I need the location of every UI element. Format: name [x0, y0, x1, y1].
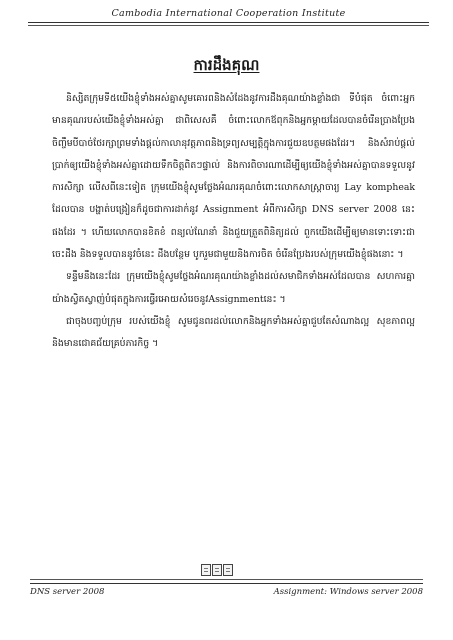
page-footer	[30, 583, 423, 597]
footer-left-label: DNS server 2008	[30, 587, 105, 597]
header-institute-name: Cambodia International Cooperation Institute	[111, 8, 346, 19]
page-header	[28, 8, 429, 23]
document-body	[52, 88, 415, 356]
book-page-icon	[223, 564, 233, 576]
paragraph-acknowledgement: និស្សិតក្រុមទី៥យើងខ្ញុំទាំងអស់គ្នាសូមគោរពនិងសំដែងនូវការដឹងគុណយ៉ាងខ្លាំងជា ទីបំផុត ចំពោះអ្នកមានគុណរបស់យើងខ្ញុំទាំងអស់គ្នា ជាពិសេសគឺ ចំពោះលោកឪពុកនិងអ្នកម្ដាយដែលបានចំរើនប្រាងប្រែងចិញ្ចឹមបីបាច់ថែរក្សាព្រមទាំងផ្ដល់កាលានុវត្តភាពនិងទ្រព្យសម្បត្តិក្នុងការជួយឧបត្ថមផងដែរ។ និងសំរាប់ផ្ដល់ប្រាក់ឲ្យយើងខ្ញុំទាំងអស់គ្នាដោយទឹកចិត្តពិតៗផ្ទាល់ និងការពិចារណាដើម្បីឲ្យយើងខ្ញុំទាំងអស់គ្នាបានទទួលនូវ ការសិក្សា លើសពីនេះទៀត ក្រុមយើងខ្ញុំសូមថ្លែងអំណរគុណចំពោះលោកសាស្ត្រាចារ្យ Lay kompheak ដែលបាន បង្ហាត់បង្រៀនក៏ដូចជាការដាក់នូវ Assignment អំពីការសិក្សា DNS server 2008 នេះផងដែរ ។ ហើយលោកបានខិតខំ ពន្យល់ណែនាំ និងជួយត្រួតពិនិត្យដល់ ពួកយើងដើម្បីឲ្យមានទោះទោះជាចេះដឹង និងទទួលបាននូវចំនេះ ដឹងបន្ថែម បូករួមជាមួយនិងការចិត ចំរើនប្រែងរបស់ក្រុមយើងខ្ញុំផងនោះ ។	[52, 93, 415, 261]
book-page-icon	[201, 564, 211, 576]
paragraph-team-thanks: ទន្ទឹមនឹងនេះដែរ ក្រុមយើងខ្ញុំសូមថ្លែងអំណរគុណយ៉ាងខ្លាំងដល់សមាជិកទាំងអស់ដែលបាន សហការគ្នាយ៉ាងស្វិតស្វាញ់បំផុតក្នុងការធ្វើរអោយសំរេចនូវAssignmentនេះ ។	[52, 271, 415, 305]
page-ornament-icon	[201, 564, 233, 576]
paragraph-closing: ជាចុងបញ្ចប់ក្រុម របស់យើងខ្ញុំ សូមជូនពរដល់លោកនិងអ្នកទាំងអស់គ្នាជួបតែសំណាងល្អ សុខភាពល្អ និងមានជោគជ័យគ្រប់ភារកិច្ច ។	[52, 315, 415, 350]
footer-right-label: Assignment: Windows server 2008	[273, 587, 423, 597]
document-title: ការដឹងគុណ	[193, 56, 260, 74]
book-page-icon	[212, 564, 222, 576]
